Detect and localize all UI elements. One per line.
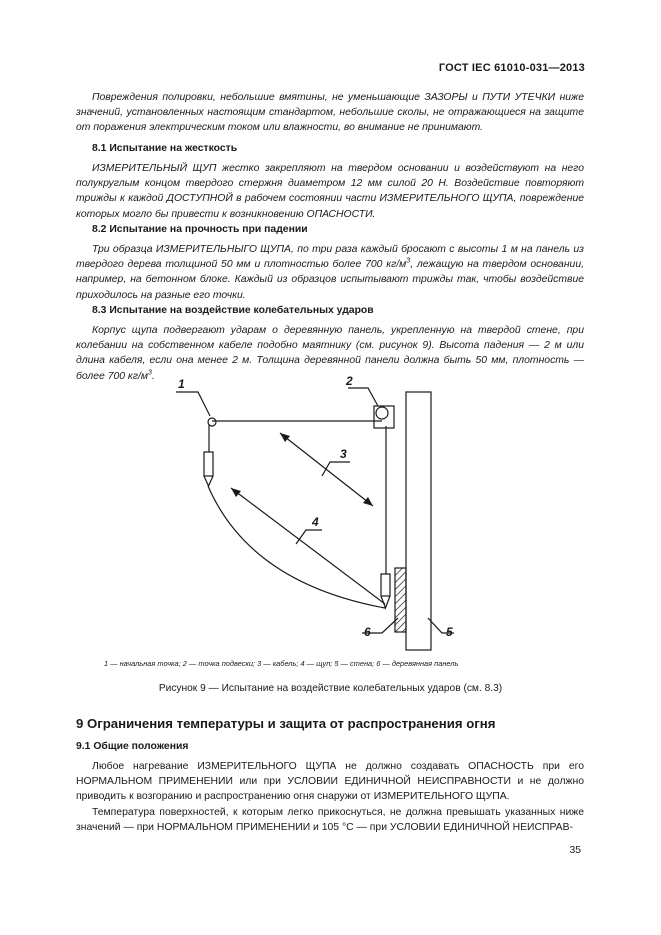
- arrow-3: [280, 433, 373, 506]
- arrow-3-head-start: [280, 433, 290, 442]
- leader-2: [348, 388, 378, 406]
- standard-header: ГОСТ IEC 61010-031—2013: [438, 62, 585, 74]
- initial-probe: [204, 452, 213, 476]
- figure-legend: 1 — начальная точка; 2 — точка подвески; 3 — кабель; 4 — щуп; 5 — стена; 6 — деревянная панель: [104, 659, 459, 668]
- intro-paragraph: [76, 90, 584, 136]
- initial-probe-tip: [204, 476, 213, 486]
- label-1: 1: [178, 377, 185, 391]
- section-8-2-text-b: , лежащую на твердом основании, например, на бетонном блоке. Каждый из образцов испытывают трижды так, чтобы воздействие приходилось на разные его точки.: [76, 259, 585, 301]
- section-8-1-paragraph: [76, 161, 584, 222]
- section-9-1-paragraph-2: Температура поверхностей, к которым легко прикоснуться, не должна превышать указанных ниже значений — при НОРМАЛЬНОМ ПРИМЕНЕНИИ и 105 °С — при УСЛОВИИ ЕДИНИЧНОЙ НЕИСПРАВ-: [76, 806, 584, 833]
- superscript: 3: [147, 369, 152, 377]
- arrow-3-head-end: [363, 497, 373, 506]
- section-8-2-heading: 8.2 Испытание на прочность при падении: [92, 224, 308, 235]
- section-8-3-text-b: .: [151, 370, 155, 382]
- leader-1: [176, 392, 210, 416]
- leader-4: [296, 530, 322, 544]
- label-4: 4: [312, 515, 319, 529]
- section-8-2-paragraph: [76, 242, 584, 303]
- section-8-2-text: [76, 242, 584, 303]
- section-8-3-text-a: Корпус щупа подвергают ударам о деревянную панель, укрепленную на твердой стене, при колебании на собственном кабеле подобно маятнику (см. рисунок 9). Высота падения — 2 м или длина кабеля, если она менее 2 м. Толщина деревянной панели должна быть 50 мм, плотность — более 700 кг/м: [76, 325, 584, 382]
- arrow-4: [231, 488, 385, 604]
- intro-text: Повреждения полировки, небольшие вмятины, не уменьшающие ЗАЗОРЫ и ПУТИ УТЕЧКИ ниже значений, установленных настоящим стандартом, небольшие сколы, не отражающиеся на защите от поражения электрическим током или влажности, во внимание не принимают.: [76, 92, 584, 134]
- label-5: 5: [446, 625, 453, 639]
- swing-arc: [208, 486, 385, 608]
- section-8-2-text-a: Три образца ИЗМЕРИТЕЛЬНЫГО ЩУПА, по три раза каждый бросают с высоты 1 м на панель из твердого дерева толщиной 50 мм и плотностью более 700 кг/м: [76, 244, 584, 271]
- section-8-3-heading: 8.3 Испытание на воздействие колебательных ударов: [92, 305, 374, 316]
- section-9-1-heading: 9.1 Общие положения: [76, 741, 189, 752]
- label-3: 3: [340, 447, 347, 461]
- section-8-1-heading: 8.1 Испытание на жесткость: [92, 143, 238, 154]
- label-2: 2: [346, 374, 353, 388]
- start-point: [208, 418, 216, 426]
- wooden-panel: [395, 568, 406, 632]
- page-number: 35: [569, 845, 581, 856]
- leader-3: [322, 462, 350, 476]
- label-6: 6: [364, 625, 371, 639]
- section-8-1-text: ИЗМЕРИТЕЛЬНЫЙ ЩУП жестко закрепляют на твердом основании и воздействуют на него полукруглым концом твердого стержня диаметром 12 мм силой 20 Н. Воздействие повторяют трижды к каждой ДОСТУПНОЙ в рабочем состоянии части ИЗМЕРИТЕЛЬНОГО ЩУПА, повреждение которых могло бы привести к возникновению ОПАСНОСТИ.: [76, 163, 584, 220]
- pendulum-impact-diagram: [100, 368, 570, 658]
- figure-caption: Рисунок 9 — Испытание на воздействие колебательных ударов (см. 8.3): [158, 683, 503, 694]
- superscript: 3: [406, 257, 411, 265]
- section-9-heading: 9 Ограничения температуры и защита от распространения огня: [76, 716, 496, 731]
- final-probe: [381, 574, 390, 596]
- wall: [406, 392, 431, 650]
- suspension-point: [376, 407, 388, 419]
- section-9-1-paragraphs: [76, 759, 584, 835]
- section-9-1-paragraph-1: Любое нагревание ИЗМЕРИТЕЛЬНОГО ЩУПА не должно создавать ОПАСНОСТЬ при его НОРМАЛЬНОМ ПРИМЕНЕНИИ или при УСЛОВИИ ЕДИНИЧНОЙ НЕИСПРАВНОСТИ и не должно приводить к возгоранию и распространению огня снаружи от ИЗМЕРИТЕЛЬНОГО ЩУПА.: [76, 761, 584, 803]
- arrow-4-head-start: [231, 488, 241, 497]
